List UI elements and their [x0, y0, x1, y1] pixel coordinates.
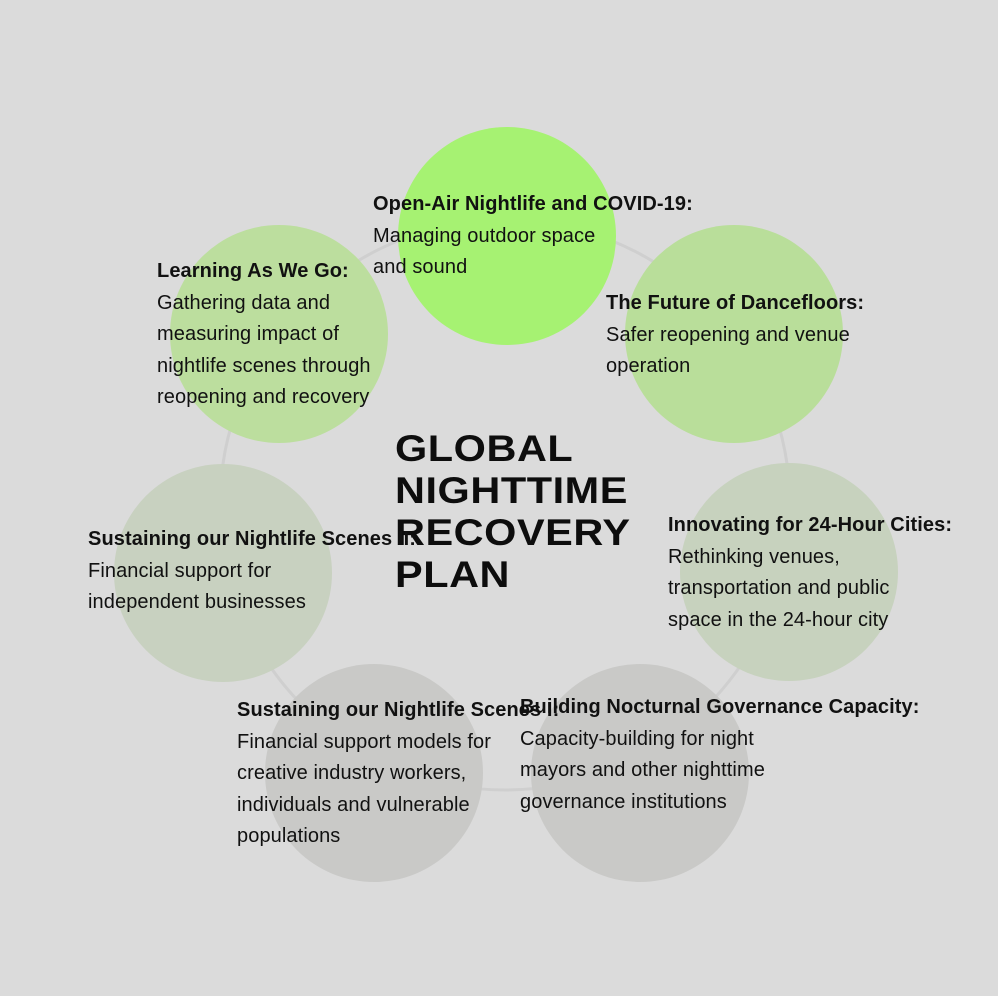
node-text: Financial support for independent businesses [88, 559, 306, 613]
node-heading: Sustaining our Nightlife Scenes II: [88, 528, 416, 550]
node-text: Capacity-building for night mayors and other nighttime governance institutions [520, 727, 765, 813]
diagram-title: GLOBAL NIGHTTIME RECOVERY PLAN [395, 428, 631, 595]
node-label-open-air [373, 189, 693, 284]
node-heading: Open-Air Nightlife and COVID-19: [373, 193, 693, 215]
node-heading: Sustaining our Nightlife Scenes I: [237, 699, 560, 721]
node-label-24-hour [668, 510, 952, 636]
node-text: Gathering data and measuring impact of nightlife scenes through reopening and recovery [157, 291, 371, 408]
node-text: Financial support models for creative industry workers, individuals and vulnerable populations [237, 730, 492, 847]
node-text: Managing outdoor space and sound [373, 224, 596, 278]
node-label-governance [520, 692, 920, 818]
node-label-dancefloors [606, 288, 881, 383]
node-heading: The Future of Dancefloors: [606, 292, 865, 314]
node-label-learning [157, 256, 397, 414]
node-heading: Building Nocturnal Governance Capacity: [520, 696, 920, 718]
node-heading: Innovating for 24-Hour Cities: [668, 514, 953, 536]
node-label-scenes-2 [88, 524, 416, 619]
node-heading: Learning As We Go: [157, 260, 349, 282]
node-text: Rethinking venues, transportation and public space in the 24-hour city [668, 545, 890, 631]
node-text: Safer reopening and venue operation [606, 323, 850, 377]
node-label-scenes-1 [237, 695, 559, 853]
